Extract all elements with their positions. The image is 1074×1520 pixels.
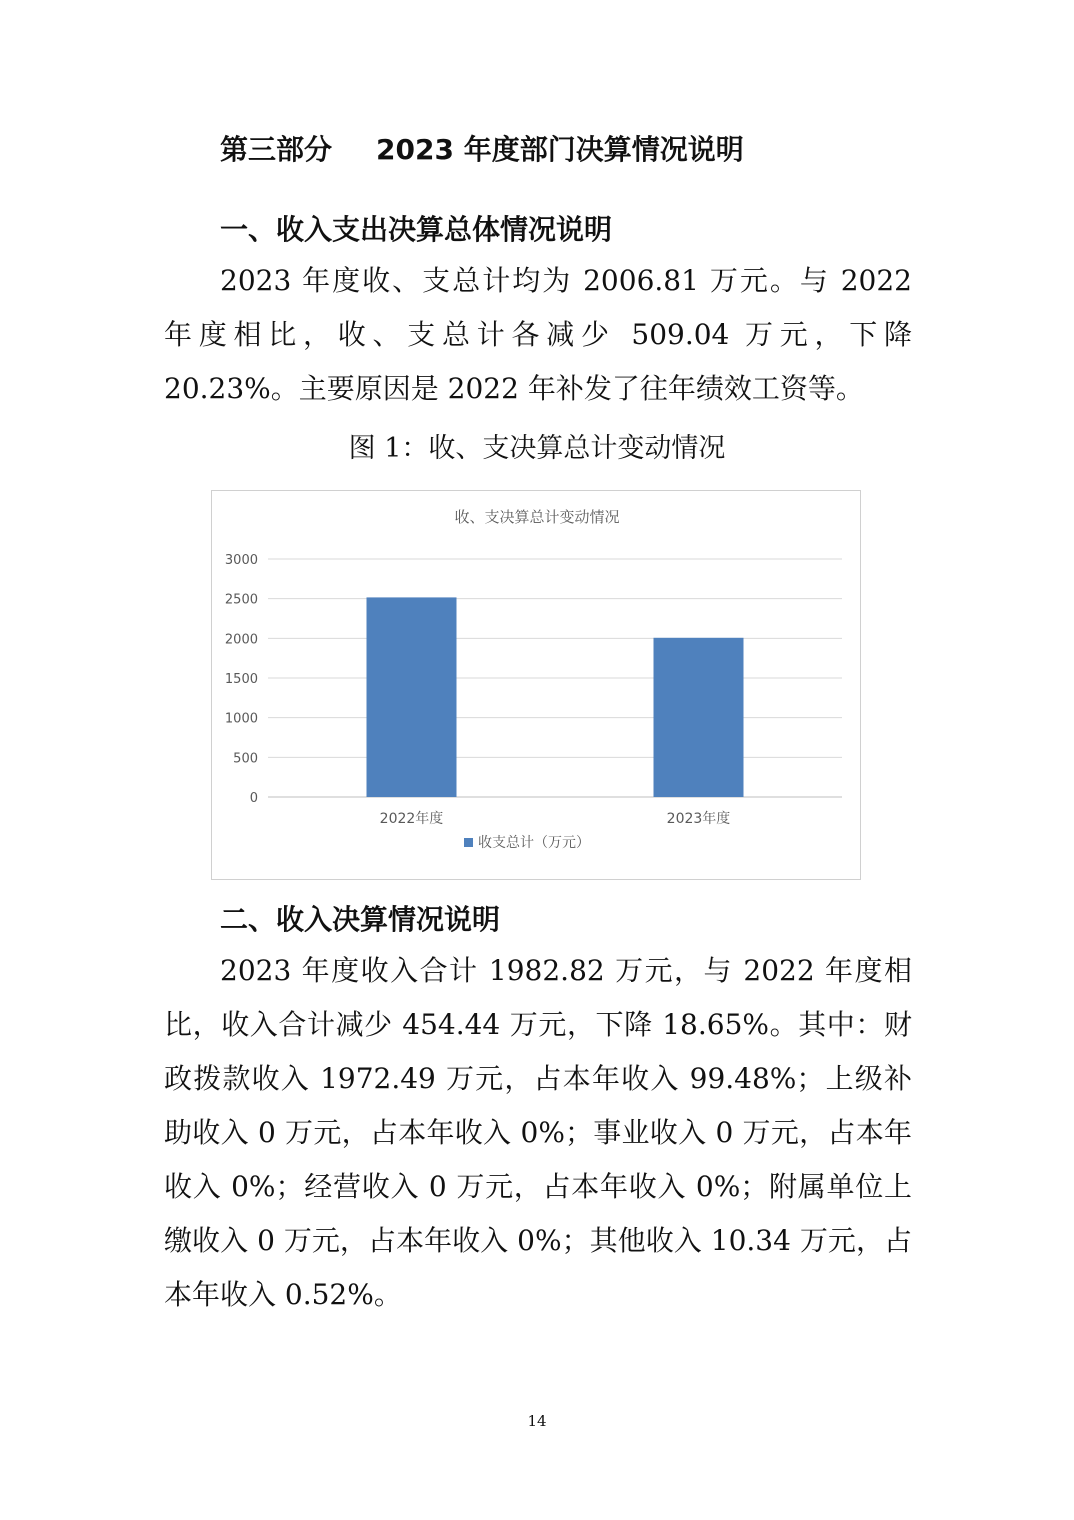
y-tick-label: 3000 xyxy=(224,553,258,568)
y-tick-label: 1000 xyxy=(224,711,258,727)
y-tick-label: 2500 xyxy=(224,592,258,608)
legend-label: 收支总计（万元） xyxy=(478,835,590,851)
y-tick-label: 2000 xyxy=(224,632,258,648)
section2-heading: 二、收入决算情况说明 xyxy=(220,903,501,936)
section1-paragraph: 2023 年度收、支总计均为 2006.81 万元。与 2022 年度相比，收、支总计各减少 509.04 万元，下降 20.23%。主要原因是 2022 年补发了往年绩效工资等。 xyxy=(164,264,912,405)
bar-2022年度 xyxy=(367,597,457,797)
part-title-text: 2023 年度部门决算情况说明 xyxy=(376,133,744,166)
part-title xyxy=(220,128,744,168)
section2-paragraph: 2023 年度收入合计 1982.82 万元，与 2022 年度相比，收入合计减少 454.44 万元，下降 18.65%。其中：财政拨款收入 1972.49 万元，占本年收入 99.48%；上级补助收入 0 万元，占本年收入 0%；事业收入 0 万元，占本年收入 0%；经营收入 0 万元，占本年收入 0%；附属单位上缴收入 0 万元，占本年收入 0%；其他收入 10.34 万元，占本年收入 0.52%。 xyxy=(164,954,912,1311)
figure-caption: 图 1：收、支决算总计变动情况 xyxy=(348,433,726,464)
chart-title: 收、支决算总计变动情况 xyxy=(454,508,620,526)
page-number: 14 xyxy=(527,1412,547,1430)
bar-chart xyxy=(211,490,861,880)
x-tick-label: 2022年度 xyxy=(379,811,444,827)
part-label: 第三部分 xyxy=(220,133,333,166)
y-tick-label: 0 xyxy=(249,791,258,806)
section1-heading: 一、收入支出决算总体情况说明 xyxy=(220,213,613,246)
y-tick-label: 1500 xyxy=(224,672,258,687)
chart-svg xyxy=(212,491,862,881)
x-tick-label: 2023年度 xyxy=(666,811,731,827)
y-tick-label: 500 xyxy=(233,751,258,767)
bar-2023年度 xyxy=(654,638,744,797)
legend-swatch xyxy=(464,838,473,847)
